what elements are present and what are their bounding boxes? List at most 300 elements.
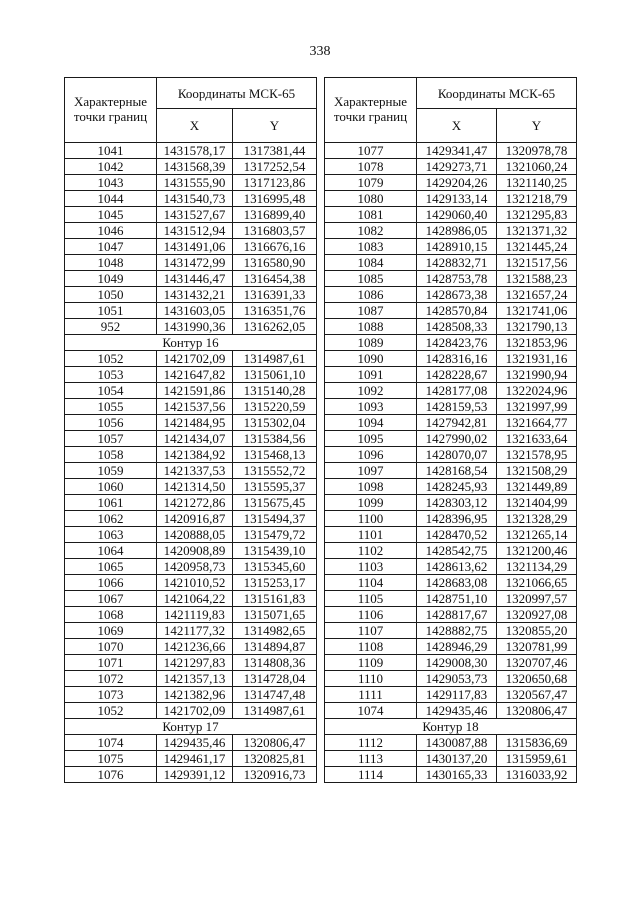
table-row [325, 335, 577, 351]
point-id-cell: 1056 [65, 415, 157, 431]
table-row [65, 351, 317, 367]
point-id-cell: 1096 [325, 447, 417, 463]
point-id-cell: 1057 [65, 431, 157, 447]
y-coordinate-cell: 1316899,40 [233, 207, 317, 223]
x-coordinate-cell: 1429060,40 [417, 207, 497, 223]
point-id-cell: 1089 [325, 335, 417, 351]
x-coordinate-cell: 1428542,75 [417, 543, 497, 559]
point-id-cell: 1053 [65, 367, 157, 383]
y-coordinate-cell: 1320855,20 [497, 623, 577, 639]
y-coordinate-cell: 1315161,83 [233, 591, 317, 607]
y-coordinate-cell: 1314987,61 [233, 703, 317, 719]
y-coordinate-cell: 1315061,10 [233, 367, 317, 383]
x-coordinate-cell: 1428613,62 [417, 559, 497, 575]
y-coordinate-cell: 1320916,73 [233, 767, 317, 783]
table-row [65, 655, 317, 671]
table-row [65, 591, 317, 607]
coordinates-table-left [64, 77, 317, 783]
x-column-header: X [157, 109, 233, 143]
point-id-cell: 1048 [65, 255, 157, 271]
x-coordinate-cell: 1421010,52 [157, 575, 233, 591]
y-coordinate-cell: 1314808,36 [233, 655, 317, 671]
y-coordinate-cell: 1315220,59 [233, 399, 317, 415]
table-row [65, 447, 317, 463]
x-coordinate-cell: 1431555,90 [157, 175, 233, 191]
table-row [65, 463, 317, 479]
x-coordinate-cell: 1421702,09 [157, 351, 233, 367]
y-coordinate-cell: 1321990,94 [497, 367, 577, 383]
table-row [325, 415, 577, 431]
y-coordinate-cell: 1321265,14 [497, 527, 577, 543]
y-coordinate-cell: 1315384,56 [233, 431, 317, 447]
x-coordinate-cell: 1431990,36 [157, 319, 233, 335]
table-row [65, 367, 317, 383]
y-coordinate-cell: 1321790,13 [497, 319, 577, 335]
point-id-cell: 1079 [325, 175, 417, 191]
point-id-cell: 1114 [325, 767, 417, 783]
point-id-cell: 1076 [65, 767, 157, 783]
x-coordinate-cell: 1421064,22 [157, 591, 233, 607]
x-column-header: X [417, 109, 497, 143]
point-id-cell: 1102 [325, 543, 417, 559]
table-header-row [65, 78, 317, 109]
point-id-cell: 1085 [325, 271, 417, 287]
point-id-cell: 1078 [325, 159, 417, 175]
point-id-cell: 1075 [65, 751, 157, 767]
table-row [325, 319, 577, 335]
y-coordinate-cell: 1320707,46 [497, 655, 577, 671]
table-row [65, 575, 317, 591]
x-coordinate-cell: 1428228,67 [417, 367, 497, 383]
y-coordinate-cell: 1321218,79 [497, 191, 577, 207]
point-id-cell: 1052 [65, 703, 157, 719]
y-coordinate-cell: 1321741,06 [497, 303, 577, 319]
y-coordinate-cell: 1321445,24 [497, 239, 577, 255]
table-row [325, 607, 577, 623]
table-row [325, 591, 577, 607]
table-row [325, 271, 577, 287]
y-coordinate-cell: 1321295,83 [497, 207, 577, 223]
coordinates-table-right [324, 77, 577, 783]
point-id-cell: 1062 [65, 511, 157, 527]
point-id-cell: 1105 [325, 591, 417, 607]
y-coordinate-cell: 1314982,65 [233, 623, 317, 639]
x-coordinate-cell: 1429117,83 [417, 687, 497, 703]
x-coordinate-cell: 1421357,13 [157, 671, 233, 687]
y-coordinate-cell: 1315494,37 [233, 511, 317, 527]
x-coordinate-cell: 1429053,73 [417, 671, 497, 687]
table-row [65, 223, 317, 239]
x-coordinate-cell: 1421177,32 [157, 623, 233, 639]
x-coordinate-cell: 1431432,21 [157, 287, 233, 303]
x-coordinate-cell: 1428316,16 [417, 351, 497, 367]
point-id-cell: 1108 [325, 639, 417, 655]
table-row [325, 559, 577, 575]
point-id-cell: 1061 [65, 495, 157, 511]
table-row [325, 655, 577, 671]
point-id-cell: 1104 [325, 575, 417, 591]
point-id-cell: 952 [65, 319, 157, 335]
y-coordinate-cell: 1316803,57 [233, 223, 317, 239]
point-id-cell: 1064 [65, 543, 157, 559]
x-coordinate-cell: 1431446,47 [157, 271, 233, 287]
point-id-cell: 1066 [65, 575, 157, 591]
point-id-cell: 1055 [65, 399, 157, 415]
y-coordinate-cell: 1321371,32 [497, 223, 577, 239]
table-row [325, 735, 577, 751]
y-coordinate-cell: 1320650,68 [497, 671, 577, 687]
table-row [325, 623, 577, 639]
table-row [325, 351, 577, 367]
x-coordinate-cell: 1428070,07 [417, 447, 497, 463]
contour-label: Контур 16 [65, 335, 317, 351]
x-coordinate-cell: 1421434,07 [157, 431, 233, 447]
table-row [65, 399, 317, 415]
y-coordinate-cell: 1315468,13 [233, 447, 317, 463]
x-coordinate-cell: 1431578,17 [157, 143, 233, 159]
point-id-cell: 1043 [65, 175, 157, 191]
y-coordinate-cell: 1314987,61 [233, 351, 317, 367]
x-coordinate-cell: 1431603,05 [157, 303, 233, 319]
y-coordinate-cell: 1315595,37 [233, 479, 317, 495]
points-column-header: Характерные точки границ [325, 78, 417, 143]
table-row [65, 735, 317, 751]
point-id-cell: 1073 [65, 687, 157, 703]
table-row [65, 751, 317, 767]
x-coordinate-cell: 1421591,86 [157, 383, 233, 399]
y-coordinate-cell: 1321140,25 [497, 175, 577, 191]
table-row [65, 175, 317, 191]
point-id-cell: 1088 [325, 319, 417, 335]
y-coordinate-cell: 1315302,04 [233, 415, 317, 431]
y-coordinate-cell: 1320806,47 [233, 735, 317, 751]
y-coordinate-cell: 1321449,89 [497, 479, 577, 495]
y-coordinate-cell: 1320567,47 [497, 687, 577, 703]
x-coordinate-cell: 1421119,83 [157, 607, 233, 623]
point-id-cell: 1049 [65, 271, 157, 287]
table-row [65, 303, 317, 319]
contour-label: Контур 18 [325, 719, 577, 735]
point-id-cell: 1086 [325, 287, 417, 303]
table-row [65, 607, 317, 623]
table-row [65, 271, 317, 287]
table-body-left [65, 143, 317, 783]
x-coordinate-cell: 1431568,39 [157, 159, 233, 175]
y-coordinate-cell: 1321931,16 [497, 351, 577, 367]
x-coordinate-cell: 1428423,76 [417, 335, 497, 351]
x-coordinate-cell: 1428177,08 [417, 383, 497, 399]
y-coordinate-cell: 1321508,29 [497, 463, 577, 479]
x-coordinate-cell: 1421236,66 [157, 639, 233, 655]
x-coordinate-cell: 1420888,05 [157, 527, 233, 543]
table-row [65, 671, 317, 687]
point-id-cell: 1077 [325, 143, 417, 159]
x-coordinate-cell: 1428159,53 [417, 399, 497, 415]
point-id-cell: 1058 [65, 447, 157, 463]
table-row [65, 143, 317, 159]
point-id-cell: 1046 [65, 223, 157, 239]
y-coordinate-cell: 1321200,46 [497, 543, 577, 559]
point-id-cell: 1041 [65, 143, 157, 159]
point-id-cell: 1082 [325, 223, 417, 239]
y-coordinate-cell: 1315253,17 [233, 575, 317, 591]
table-row [325, 143, 577, 159]
x-coordinate-cell: 1429273,71 [417, 159, 497, 175]
x-coordinate-cell: 1428508,33 [417, 319, 497, 335]
table-row [65, 767, 317, 783]
point-id-cell: 1044 [65, 191, 157, 207]
y-coordinate-cell: 1314894,87 [233, 639, 317, 655]
y-coordinate-cell: 1315071,65 [233, 607, 317, 623]
table-row [65, 495, 317, 511]
x-coordinate-cell: 1421297,83 [157, 655, 233, 671]
table-row [65, 431, 317, 447]
point-id-cell: 1109 [325, 655, 417, 671]
x-coordinate-cell: 1431472,99 [157, 255, 233, 271]
y-coordinate-cell: 1321328,29 [497, 511, 577, 527]
table-row [325, 511, 577, 527]
x-coordinate-cell: 1430087,88 [417, 735, 497, 751]
coordinates-column-header: Координаты МСК-65 [417, 78, 577, 109]
x-coordinate-cell: 1429461,17 [157, 751, 233, 767]
table-row [65, 255, 317, 271]
x-coordinate-cell: 1428817,67 [417, 607, 497, 623]
point-id-cell: 1054 [65, 383, 157, 399]
y-coordinate-cell: 1315479,72 [233, 527, 317, 543]
x-coordinate-cell: 1428303,12 [417, 495, 497, 511]
point-id-cell: 1107 [325, 623, 417, 639]
y-coordinate-cell: 1320978,78 [497, 143, 577, 159]
y-coordinate-cell: 1316580,90 [233, 255, 317, 271]
point-id-cell: 1101 [325, 527, 417, 543]
table-row [325, 431, 577, 447]
table-row [325, 207, 577, 223]
page-number: 338 [309, 44, 331, 59]
x-coordinate-cell: 1431512,94 [157, 223, 233, 239]
x-coordinate-cell: 1428396,95 [417, 511, 497, 527]
x-coordinate-cell: 1428986,05 [417, 223, 497, 239]
y-coordinate-cell: 1314728,04 [233, 671, 317, 687]
point-id-cell: 1093 [325, 399, 417, 415]
point-id-cell: 1087 [325, 303, 417, 319]
table-row [65, 623, 317, 639]
table-row [65, 703, 317, 719]
y-coordinate-cell: 1316676,16 [233, 239, 317, 255]
x-coordinate-cell: 1429391,12 [157, 767, 233, 783]
point-id-cell: 1090 [325, 351, 417, 367]
y-coordinate-cell: 1315675,45 [233, 495, 317, 511]
points-column-header: Характерные точки границ [65, 78, 157, 143]
table-row [325, 527, 577, 543]
y-coordinate-cell: 1320927,08 [497, 607, 577, 623]
x-coordinate-cell: 1421272,86 [157, 495, 233, 511]
table-row [325, 495, 577, 511]
y-coordinate-cell: 1322024,96 [497, 383, 577, 399]
y-coordinate-cell: 1320806,47 [497, 703, 577, 719]
y-coordinate-cell: 1321853,96 [497, 335, 577, 351]
point-id-cell: 1092 [325, 383, 417, 399]
x-coordinate-cell: 1428683,08 [417, 575, 497, 591]
y-coordinate-cell: 1321997,99 [497, 399, 577, 415]
table-row [325, 175, 577, 191]
table-row [325, 383, 577, 399]
point-id-cell: 1110 [325, 671, 417, 687]
table-row [325, 767, 577, 783]
y-coordinate-cell: 1316454,38 [233, 271, 317, 287]
point-id-cell: 1083 [325, 239, 417, 255]
x-coordinate-cell: 1428673,38 [417, 287, 497, 303]
y-coordinate-cell: 1321664,77 [497, 415, 577, 431]
x-coordinate-cell: 1428882,75 [417, 623, 497, 639]
x-coordinate-cell: 1420916,87 [157, 511, 233, 527]
y-coordinate-cell: 1315959,61 [497, 751, 577, 767]
point-id-cell: 1060 [65, 479, 157, 495]
table-row [325, 223, 577, 239]
point-id-cell: 1097 [325, 463, 417, 479]
point-id-cell: 1113 [325, 751, 417, 767]
point-id-cell: 1095 [325, 431, 417, 447]
point-id-cell: 1111 [325, 687, 417, 703]
y-coordinate-cell: 1315836,69 [497, 735, 577, 751]
point-id-cell: 1065 [65, 559, 157, 575]
table-row [65, 511, 317, 527]
x-coordinate-cell: 1430137,20 [417, 751, 497, 767]
y-coordinate-cell: 1317123,86 [233, 175, 317, 191]
point-id-cell: 1099 [325, 495, 417, 511]
table-row [65, 287, 317, 303]
x-coordinate-cell: 1428832,71 [417, 255, 497, 271]
x-coordinate-cell: 1429435,46 [417, 703, 497, 719]
x-coordinate-cell: 1428168,54 [417, 463, 497, 479]
contour-row [325, 719, 577, 735]
table-row [65, 383, 317, 399]
point-id-cell: 1051 [65, 303, 157, 319]
table-row [325, 255, 577, 271]
point-id-cell: 1068 [65, 607, 157, 623]
y-coordinate-cell: 1321657,24 [497, 287, 577, 303]
y-coordinate-cell: 1321134,29 [497, 559, 577, 575]
table-row [65, 479, 317, 495]
x-coordinate-cell: 1421382,96 [157, 687, 233, 703]
point-id-cell: 1072 [65, 671, 157, 687]
y-column-header: Y [233, 109, 317, 143]
table-row [65, 207, 317, 223]
y-coordinate-cell: 1317381,44 [233, 143, 317, 159]
point-id-cell: 1094 [325, 415, 417, 431]
table-row [325, 543, 577, 559]
point-id-cell: 1084 [325, 255, 417, 271]
point-id-cell: 1069 [65, 623, 157, 639]
table-row [325, 463, 577, 479]
y-coordinate-cell: 1321066,65 [497, 575, 577, 591]
table-row [65, 239, 317, 255]
table-row [325, 639, 577, 655]
table-row [65, 191, 317, 207]
y-coordinate-cell: 1320997,57 [497, 591, 577, 607]
table-row [65, 319, 317, 335]
y-coordinate-cell: 1315140,28 [233, 383, 317, 399]
point-id-cell: 1074 [325, 703, 417, 719]
x-coordinate-cell: 1427942,81 [417, 415, 497, 431]
x-coordinate-cell: 1431491,06 [157, 239, 233, 255]
point-id-cell: 1074 [65, 735, 157, 751]
x-coordinate-cell: 1429133,14 [417, 191, 497, 207]
table-row [325, 239, 577, 255]
x-coordinate-cell: 1421647,82 [157, 367, 233, 383]
x-coordinate-cell: 1429341,47 [417, 143, 497, 159]
y-coordinate-cell: 1316391,33 [233, 287, 317, 303]
y-coordinate-cell: 1317252,54 [233, 159, 317, 175]
table-row [65, 527, 317, 543]
y-coordinate-cell: 1321633,64 [497, 431, 577, 447]
x-coordinate-cell: 1421484,95 [157, 415, 233, 431]
x-coordinate-cell: 1421537,56 [157, 399, 233, 415]
point-id-cell: 1059 [65, 463, 157, 479]
x-coordinate-cell: 1421337,53 [157, 463, 233, 479]
table-row [325, 287, 577, 303]
y-coordinate-cell: 1314747,48 [233, 687, 317, 703]
y-coordinate-cell: 1321588,23 [497, 271, 577, 287]
y-coordinate-cell: 1316033,92 [497, 767, 577, 783]
y-coordinate-cell: 1320781,99 [497, 639, 577, 655]
table-row [65, 559, 317, 575]
x-coordinate-cell: 1429008,30 [417, 655, 497, 671]
y-column-header: Y [497, 109, 577, 143]
y-coordinate-cell: 1315439,10 [233, 543, 317, 559]
x-coordinate-cell: 1420958,73 [157, 559, 233, 575]
point-id-cell: 1103 [325, 559, 417, 575]
table-row [325, 687, 577, 703]
x-coordinate-cell: 1428470,52 [417, 527, 497, 543]
point-id-cell: 1081 [325, 207, 417, 223]
x-coordinate-cell: 1428910,15 [417, 239, 497, 255]
point-id-cell: 1063 [65, 527, 157, 543]
point-id-cell: 1098 [325, 479, 417, 495]
x-coordinate-cell: 1428751,10 [417, 591, 497, 607]
table-row [65, 159, 317, 175]
table-row [325, 159, 577, 175]
y-coordinate-cell: 1315552,72 [233, 463, 317, 479]
y-coordinate-cell: 1321404,99 [497, 495, 577, 511]
x-coordinate-cell: 1429204,26 [417, 175, 497, 191]
table-row [65, 415, 317, 431]
x-coordinate-cell: 1428245,93 [417, 479, 497, 495]
point-id-cell: 1045 [65, 207, 157, 223]
contour-row [65, 719, 317, 735]
table-body-right [325, 143, 577, 783]
y-coordinate-cell: 1320825,81 [233, 751, 317, 767]
x-coordinate-cell: 1427990,02 [417, 431, 497, 447]
table-row [325, 399, 577, 415]
table-row [325, 703, 577, 719]
table-row [325, 303, 577, 319]
point-id-cell: 1080 [325, 191, 417, 207]
point-id-cell: 1050 [65, 287, 157, 303]
x-coordinate-cell: 1421314,50 [157, 479, 233, 495]
y-coordinate-cell: 1316262,05 [233, 319, 317, 335]
table-row [325, 479, 577, 495]
point-id-cell: 1071 [65, 655, 157, 671]
coordinates-column-header: Координаты МСК-65 [157, 78, 317, 109]
table-row [325, 575, 577, 591]
point-id-cell: 1047 [65, 239, 157, 255]
contour-row [65, 335, 317, 351]
y-coordinate-cell: 1316351,76 [233, 303, 317, 319]
point-id-cell: 1091 [325, 367, 417, 383]
table-row [65, 543, 317, 559]
x-coordinate-cell: 1431527,67 [157, 207, 233, 223]
table-row [325, 367, 577, 383]
